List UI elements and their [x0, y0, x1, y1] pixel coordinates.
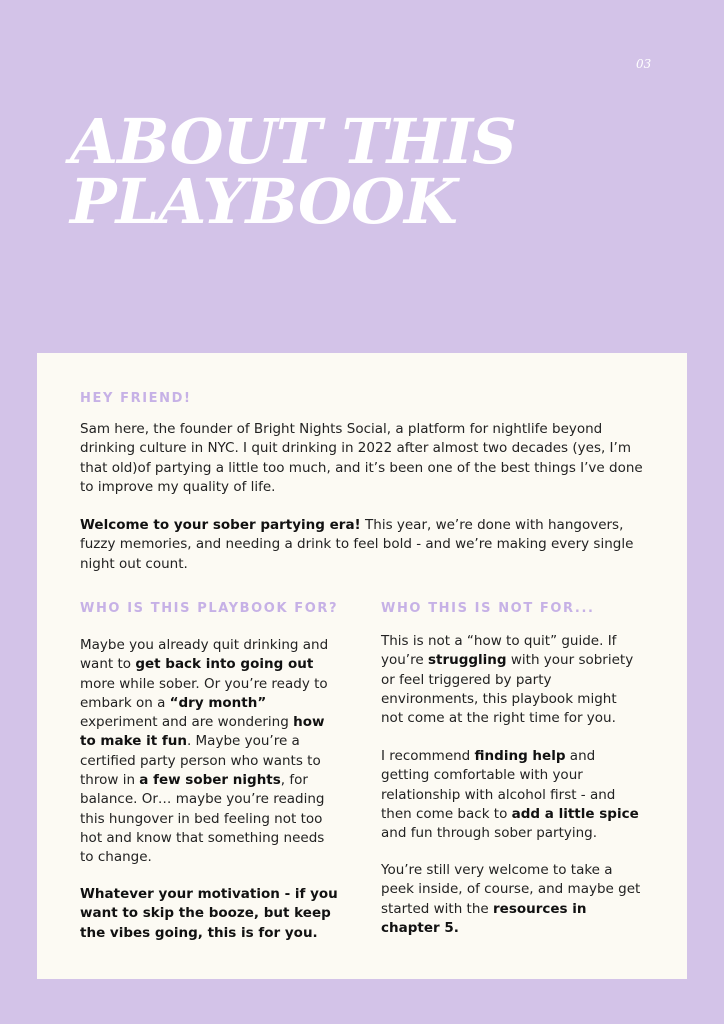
not-for-paragraph-2: [381, 747, 643, 843]
who-for-bold-1: get back into going out: [135, 656, 314, 673]
not-for-bold-4: resources in chapter 5.: [381, 900, 587, 936]
not-for-text-1: This is not a “how to quit” guide. If you’re: [381, 633, 617, 669]
content-card: [37, 353, 687, 979]
who-for-text-2: more while sober. Or you’re ready to embark on a: [80, 675, 328, 711]
who-for-closing-bold: Whatever your motivation - if you want to skip the booze, but keep the vibes going, this is for you.: [80, 886, 338, 941]
not-for-bold-1: struggling: [427, 652, 507, 669]
who-for-heading: WHO IS THIS PLAYBOOK FOR?: [80, 601, 339, 616]
not-for-paragraph-1: [381, 632, 643, 728]
welcome-paragraph: [80, 516, 650, 574]
who-for-closing: [80, 885, 340, 943]
who-for-text-3: experiment and are wondering: [80, 714, 294, 731]
who-for-paragraph: [80, 636, 340, 868]
not-for-text-4: and getting comfortable with your relationship with alcohol first - and then come back to: [381, 748, 616, 822]
not-for-paragraph-3: [381, 861, 643, 938]
not-for-bold-3: add a little spice: [511, 805, 639, 822]
page-number: 03: [636, 57, 652, 71]
not-for-text-2: with your sobriety or feel triggered by party environments, this playbook might not come at the right time for you.: [381, 652, 634, 727]
page-title: [70, 105, 516, 238]
who-for-text-1: Maybe you already quit drinking and want to: [80, 637, 329, 673]
who-for-bold-2: “dry month”: [169, 694, 267, 711]
intro-heading: HEY FRIEND!: [80, 391, 192, 406]
who-for-bold-3: how to make it fun: [80, 714, 325, 750]
not-for-heading: WHO THIS IS NOT FOR...: [381, 601, 595, 616]
not-for-text-5: and fun through sober partying.: [381, 825, 598, 842]
not-for-text-6: You’re still very welcome to take a peek inside, of course, and maybe get started with the: [381, 862, 641, 917]
who-for-text-5: , for balance. Or… maybe you’re reading this hungover in bed feeling not too hot and know that something needs to change.: [80, 772, 325, 866]
who-for-bold-4: a few sober nights: [139, 772, 281, 789]
welcome-bold-text: Welcome to your sober partying era!: [80, 517, 361, 533]
not-for-bold-2: finding help: [474, 748, 566, 764]
not-for-text-3: I recommend: [381, 748, 475, 764]
page-title-line-1: ABOUT THIS: [70, 105, 516, 178]
welcome-text: This year, we’re done with hangovers, fuzzy memories, and needing a drink to feel bold - and we’re making every single night out count.: [80, 517, 634, 572]
intro-paragraph: Sam here, the founder of Bright Nights Social, a platform for nightlife beyond drinking culture in NYC. I quit drinking in 2022 after almost two decades (yes, I’m that old)of partying a little too much, and it’s been one of the best things I’ve done to improve my quality of life.: [80, 421, 643, 495]
page-title-line-2: PLAYBOOK: [70, 165, 457, 238]
who-for-text-4: . Maybe you’re a certified party person who wants to throw in: [80, 733, 321, 789]
